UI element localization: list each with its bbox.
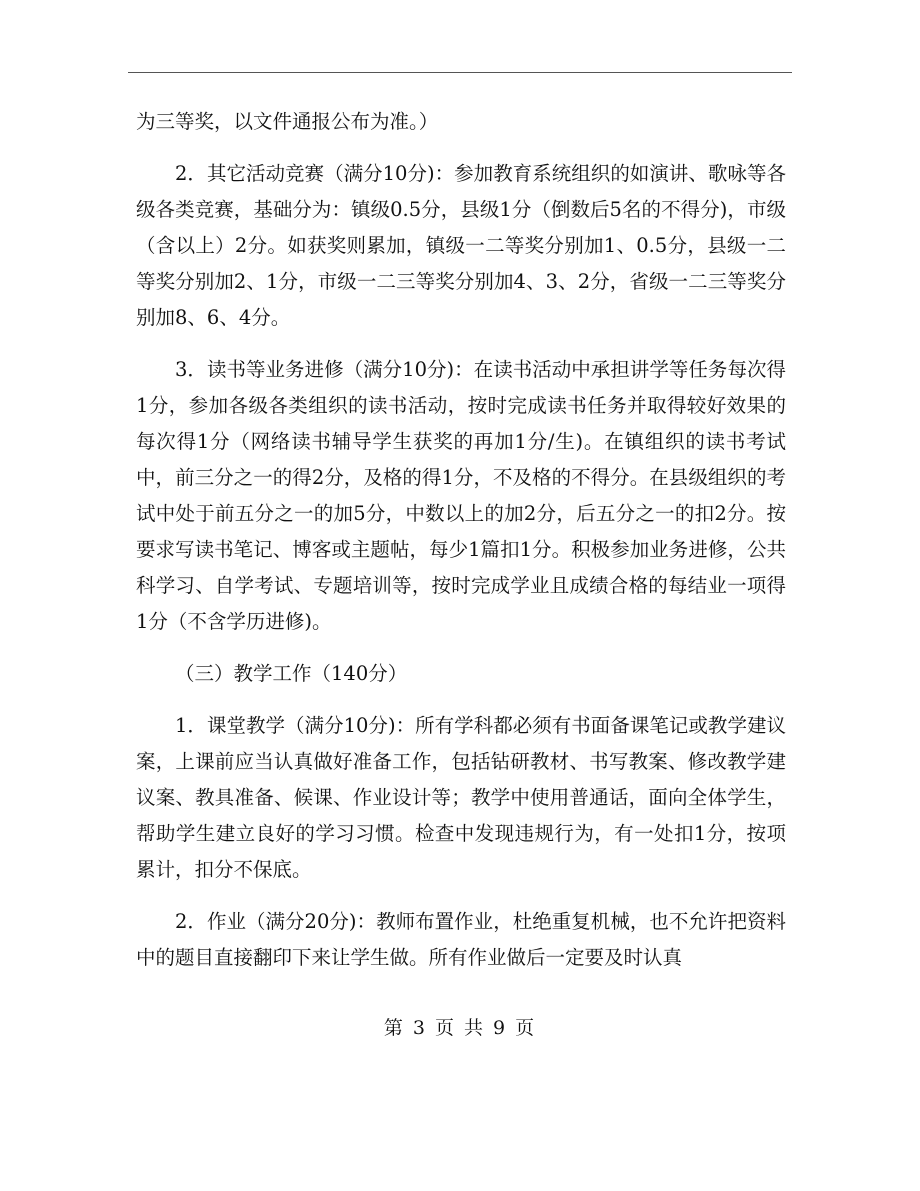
section-heading-teaching: （三）教学工作（140分）	[175, 662, 408, 685]
header-rule	[128, 72, 792, 73]
paragraph-other-competitions: 2．其它活动竞赛（满分10分)：参加教育系统组织的如演讲、歌咏等各级各类竞赛，基础分为：镇级0.5分，县级1分（倒数后5名的不得分)，市级（含以上）2分。如获奖则累加，镇级一二等奖分别加1、0.5分，县级一二等奖分别加2、1分，市级一二三等奖分别加4、3、2分，省级一二三等奖分别加8、6、4分。	[136, 162, 786, 329]
document-body	[136, 104, 786, 992]
paragraph-continuation: 为三等奖，以文件通报公布为准。）	[136, 110, 439, 133]
paragraph-reading-study: 3．读书等业务进修（满分10分)：在读书活动中承担讲学等任务每次得1分，参加各级各类组织的读书活动，按时完成读书任务并取得较好效果的每次得1分（网络读书辅导学生获奖的再加1分/生)。在镇组织的读书考试中，前三分之一的得2分，及格的得1分，不及格的不得分。在县级组织的考试中处于前五分之一的加5分，中数以上的加2分，后五分之一的扣2分。按要求写读书笔记、博客或主题帖，每少1篇扣1分。积极参加业务进修，公共科学习、自学考试、专题培训等，按时完成学业且成绩合格的每结业一项得1分（不含学历进修)。	[136, 358, 786, 633]
paragraph-homework: 2．作业（满分20分)：教师布置作业，杜绝重复机械，也不允许把资料中的题目直接翻印下来让学生做。所有作业做后一定要及时认真	[136, 910, 786, 969]
paragraph-classroom-teaching: 1．课堂教学（满分10分)：所有学科都必须有书面备课笔记或教学建议案，上课前应当认真做好准备工作，包括钻研教材、书写教案、修改教学建议案、教具准备、候课、作业设计等；教学中使用普通话，面向全体学生，帮助学生建立良好的学习习惯。检查中发现违规行为，有一处扣1分，按项累计，扣分不保底。	[136, 714, 786, 881]
page-number-footer: 第 3 页 共 9 页	[383, 1017, 537, 1039]
